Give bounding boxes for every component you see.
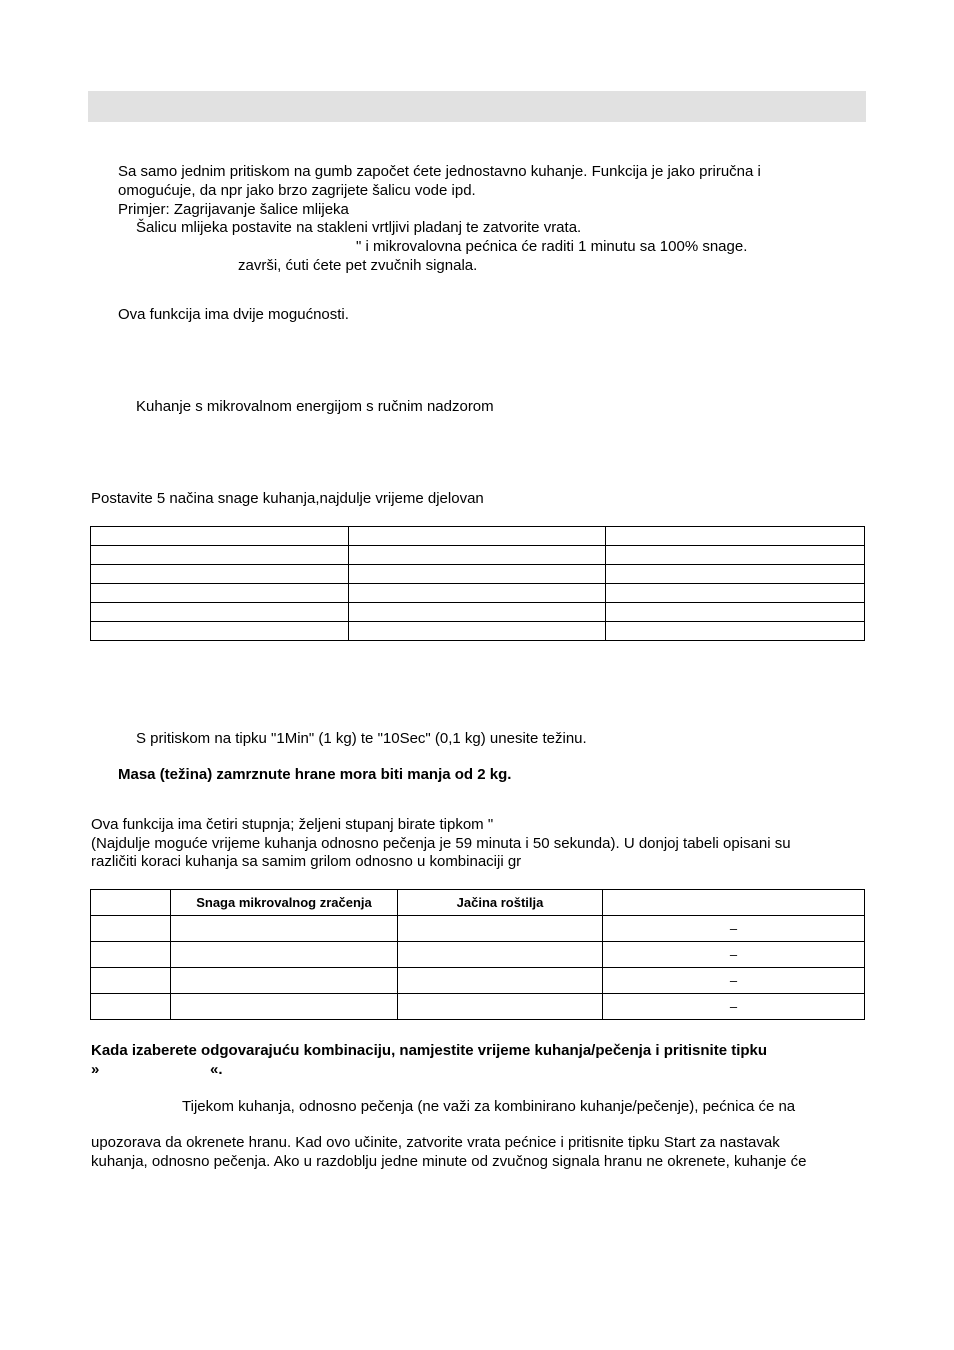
- combo-open-quote: »: [91, 1061, 100, 1078]
- table-cell: –: [603, 994, 865, 1020]
- table-cell: [398, 916, 603, 942]
- table-cell: [606, 584, 865, 603]
- power-table-row: [91, 527, 865, 546]
- weight-entry-text: S pritiskom na tipku "1Min" (1 kg) te "10Sec" (0,1 kg) unesite težinu.: [136, 730, 587, 747]
- table-cell: [171, 916, 398, 942]
- table-cell: [91, 565, 349, 584]
- grill-table: [90, 889, 865, 1020]
- grill-table-header: [91, 890, 865, 916]
- table-cell: [91, 622, 349, 641]
- table-cell: [349, 584, 606, 603]
- table-cell: [606, 622, 865, 641]
- grill-intro-line-2: (Najdulje moguće vrijeme kuhanja odnosno pečenja je 59 minuta i 50 sekunda). U donjoj tabeli opisani su: [91, 835, 791, 852]
- table-cell: [91, 527, 349, 546]
- table-cell: [91, 916, 171, 942]
- grill-intro-line-1: Ova funkcija ima četiri stupnja; željeni stupanj birate tipkom ": [91, 816, 494, 833]
- grill-intro-line-3: različiti koraci kuhanja sa samim grilom odnosno u kombinaciji gr: [91, 853, 522, 870]
- grill-header-grill-strength: Jačina roštilja: [398, 890, 603, 916]
- grill-header-cell: [91, 890, 171, 916]
- table-cell: [349, 603, 606, 622]
- table-cell: [349, 565, 606, 584]
- power-table-row: [91, 603, 865, 622]
- section-header-bar: [88, 91, 866, 122]
- table-cell: [398, 942, 603, 968]
- table-cell: [606, 527, 865, 546]
- options-text: Ova funkcija ima dvije mogućnosti.: [118, 306, 349, 323]
- table-cell: [398, 968, 603, 994]
- weight-warning: Masa (težina) zamrznute hrane mora biti manja od 2 kg.: [118, 766, 512, 783]
- turn-food-line-1: Tijekom kuhanja, odnosno pečenja (ne važi za kombinirano kuhanje/pečenje), pećnica će na: [182, 1098, 796, 1115]
- table-cell: [91, 584, 349, 603]
- table-cell: –: [603, 942, 865, 968]
- intro-line-2: omogućuje, da npr jako brzo zagrijete šalicu vode ipd.: [118, 182, 476, 199]
- table-cell: –: [603, 916, 865, 942]
- example-step-1: Šalicu mlijeka postavite na stakleni vrtljivi pladanj te zatvorite vrata.: [136, 219, 582, 236]
- power-table-row: [91, 565, 865, 584]
- intro-line-1: Sa samo jednim pritiskom na gumb započet ćete jednostavno kuhanje. Funkcija je jako priručna i: [118, 163, 761, 180]
- table-cell: [171, 994, 398, 1020]
- table-cell: [349, 546, 606, 565]
- example-step-2: " i mikrovalovna pećnica će raditi 1 minutu sa 100% snage.: [356, 238, 748, 255]
- table-cell: [606, 565, 865, 584]
- manual-cooking-text: Kuhanje s mikrovalnom energijom s ručnim nadzorom: [136, 398, 494, 415]
- table-cell: [349, 527, 606, 546]
- combo-close-quote: «.: [210, 1061, 223, 1078]
- power-table: [90, 526, 865, 641]
- grill-header-cell: [603, 890, 865, 916]
- power-table-row: [91, 622, 865, 641]
- table-cell: [91, 546, 349, 565]
- table-cell: [606, 546, 865, 565]
- example-step-3: završi, ćuti ćete pet zvučnih signala.: [238, 257, 478, 274]
- grill-table-row: [91, 942, 865, 968]
- table-cell: [349, 622, 606, 641]
- table-cell: [606, 603, 865, 622]
- combo-instruction-line-1: Kada izaberete odgovarajuću kombinaciju, namjestite vrijeme kuhanja/pečenja i pritisnite tipku: [91, 1042, 768, 1059]
- grill-header-microwave-power: Snaga mikrovalnog zračenja: [171, 890, 398, 916]
- power-levels-text: Postavite 5 načina snage kuhanja,najdulje vrijeme djelovan: [91, 490, 484, 507]
- grill-table-row: [91, 968, 865, 994]
- table-cell: [398, 994, 603, 1020]
- table-cell: [91, 968, 171, 994]
- turn-food-line-3: kuhanja, odnosno pečenja. Ako u razdoblju jedne minute od zvučnog signala hranu ne okrenete, kuhanje će: [91, 1153, 807, 1170]
- grill-table-row: [91, 916, 865, 942]
- table-cell: [171, 968, 398, 994]
- table-cell: [91, 942, 171, 968]
- turn-food-line-2: upozorava da okrenete hranu. Kad ovo učinite, zatvorite vrata pećnice i pritisnite tipku Start za nastavak: [91, 1134, 780, 1151]
- power-table-row: [91, 584, 865, 603]
- grill-table-row: [91, 994, 865, 1020]
- table-cell: [171, 942, 398, 968]
- table-cell: –: [603, 968, 865, 994]
- table-cell: [91, 994, 171, 1020]
- power-table-row: [91, 546, 865, 565]
- table-cell: [91, 603, 349, 622]
- example-heading: Primjer: Zagrijavanje šalice mlijeka: [118, 201, 349, 218]
